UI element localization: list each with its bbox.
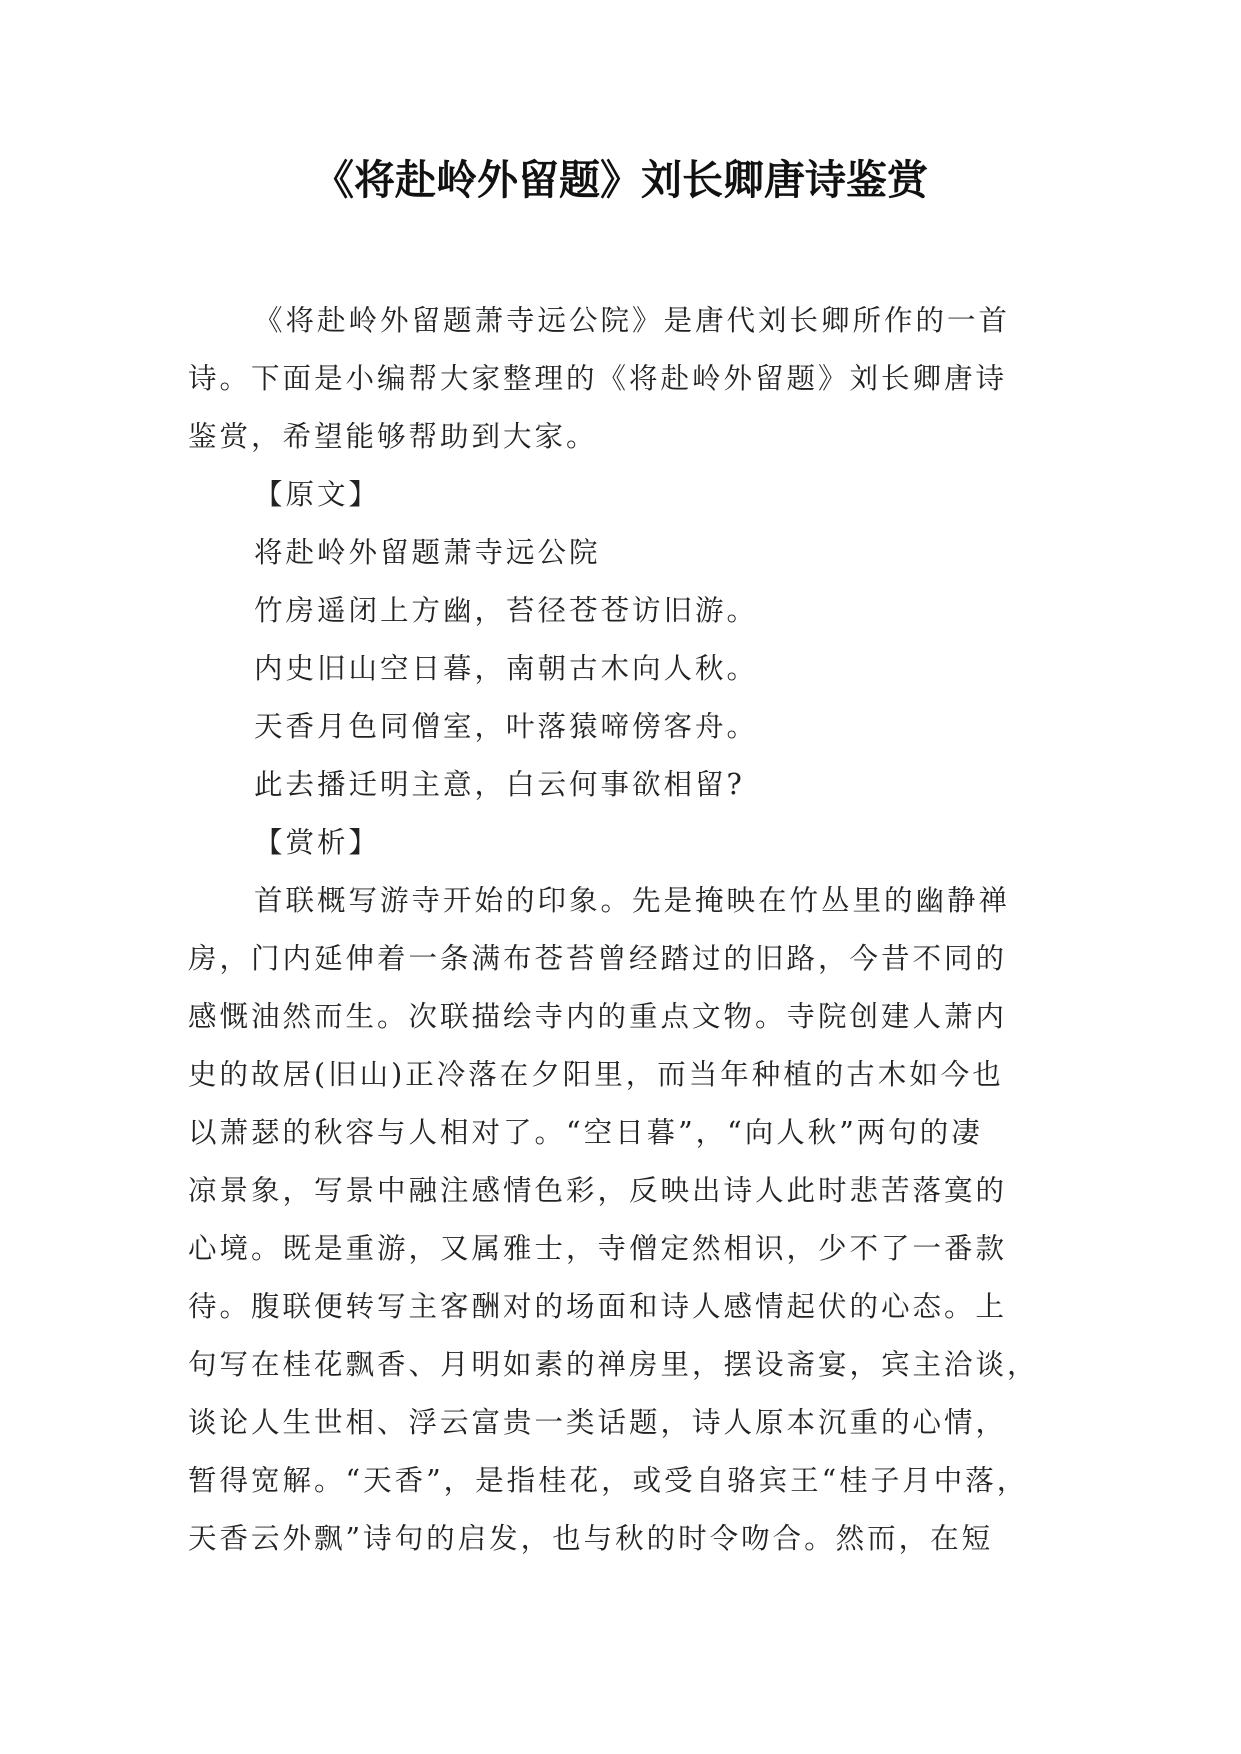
poem-line: 此去播迁明主意，白云何事欲相留? (254, 768, 745, 801)
document-body (188, 292, 1060, 1568)
poem-line: 竹房遥闭上方幽，苔径苍苍访旧游。 (254, 594, 759, 627)
paragraph-line: 暂得宽解。“天香”，是指桂花，或受自骆宾王“桂子月中落， (188, 1464, 1029, 1497)
paragraph-line: 房，门内延伸着一条满布苍苔曾经踏过的旧路，今昔不同的 (188, 942, 1008, 975)
document-title: 《将赴岭外留题》刘长卿唐诗鉴赏 (313, 156, 928, 204)
section-heading-original: 【原文】 (254, 478, 381, 511)
paragraph-line: 感慨油然而生。次联描绘寺内的重点文物。寺院创建人萧内 (188, 1000, 1008, 1033)
paragraph-line: 凉景象，写景中融注感情色彩，反映出诗人此时悲苦落寞的 (188, 1174, 1008, 1207)
paragraph-line: 鉴赏，希望能够帮助到大家。 (188, 420, 598, 453)
paragraph-line: 待。腹联便转写主客酬对的场面和诗人感情起伏的心态。上 (188, 1290, 1008, 1323)
paragraph-line: 首联概写游寺开始的印象。先是掩映在竹丛里的幽静禅 (254, 884, 1011, 917)
paragraph-line: 心境。既是重游，又属雅士，寺僧定然相识，少不了一番款 (188, 1232, 1008, 1265)
paragraph-line: 《将赴岭外留题萧寺远公院》是唐代刘长卿所作的一首 (254, 304, 1011, 337)
poem-line: 天香月色同僧室，叶落猿啼傍客舟。 (254, 710, 759, 743)
paragraph-line: 谈论人生世相、浮云富贵一类话题，诗人原本沉重的心情， (188, 1406, 1008, 1439)
paragraph-line: 诗。下面是小编帮大家整理的《将赴岭外留题》刘长卿唐诗 (188, 362, 1008, 395)
section-heading-appreciation: 【赏析】 (254, 826, 381, 859)
paragraph-line: 史的故居(旧山)正冷落在夕阳里，而当年种植的古木如今也 (188, 1058, 1004, 1091)
poem-title: 将赴岭外留题萧寺远公院 (254, 536, 601, 569)
paragraph-line: 以萧瑟的秋容与人相对了。“空日暮”，“向人秋”两句的凄 (188, 1116, 983, 1149)
paragraph-line: 句写在桂花飘香、月明如素的禅房里，摆设斋宴，宾主洽谈， (188, 1348, 1039, 1381)
poem-line: 内史旧山空日暮，南朝古木向人秋。 (254, 652, 759, 685)
paragraph-line: 天香云外飘”诗句的启发，也与秋的时令吻合。然而，在短 (188, 1522, 994, 1555)
